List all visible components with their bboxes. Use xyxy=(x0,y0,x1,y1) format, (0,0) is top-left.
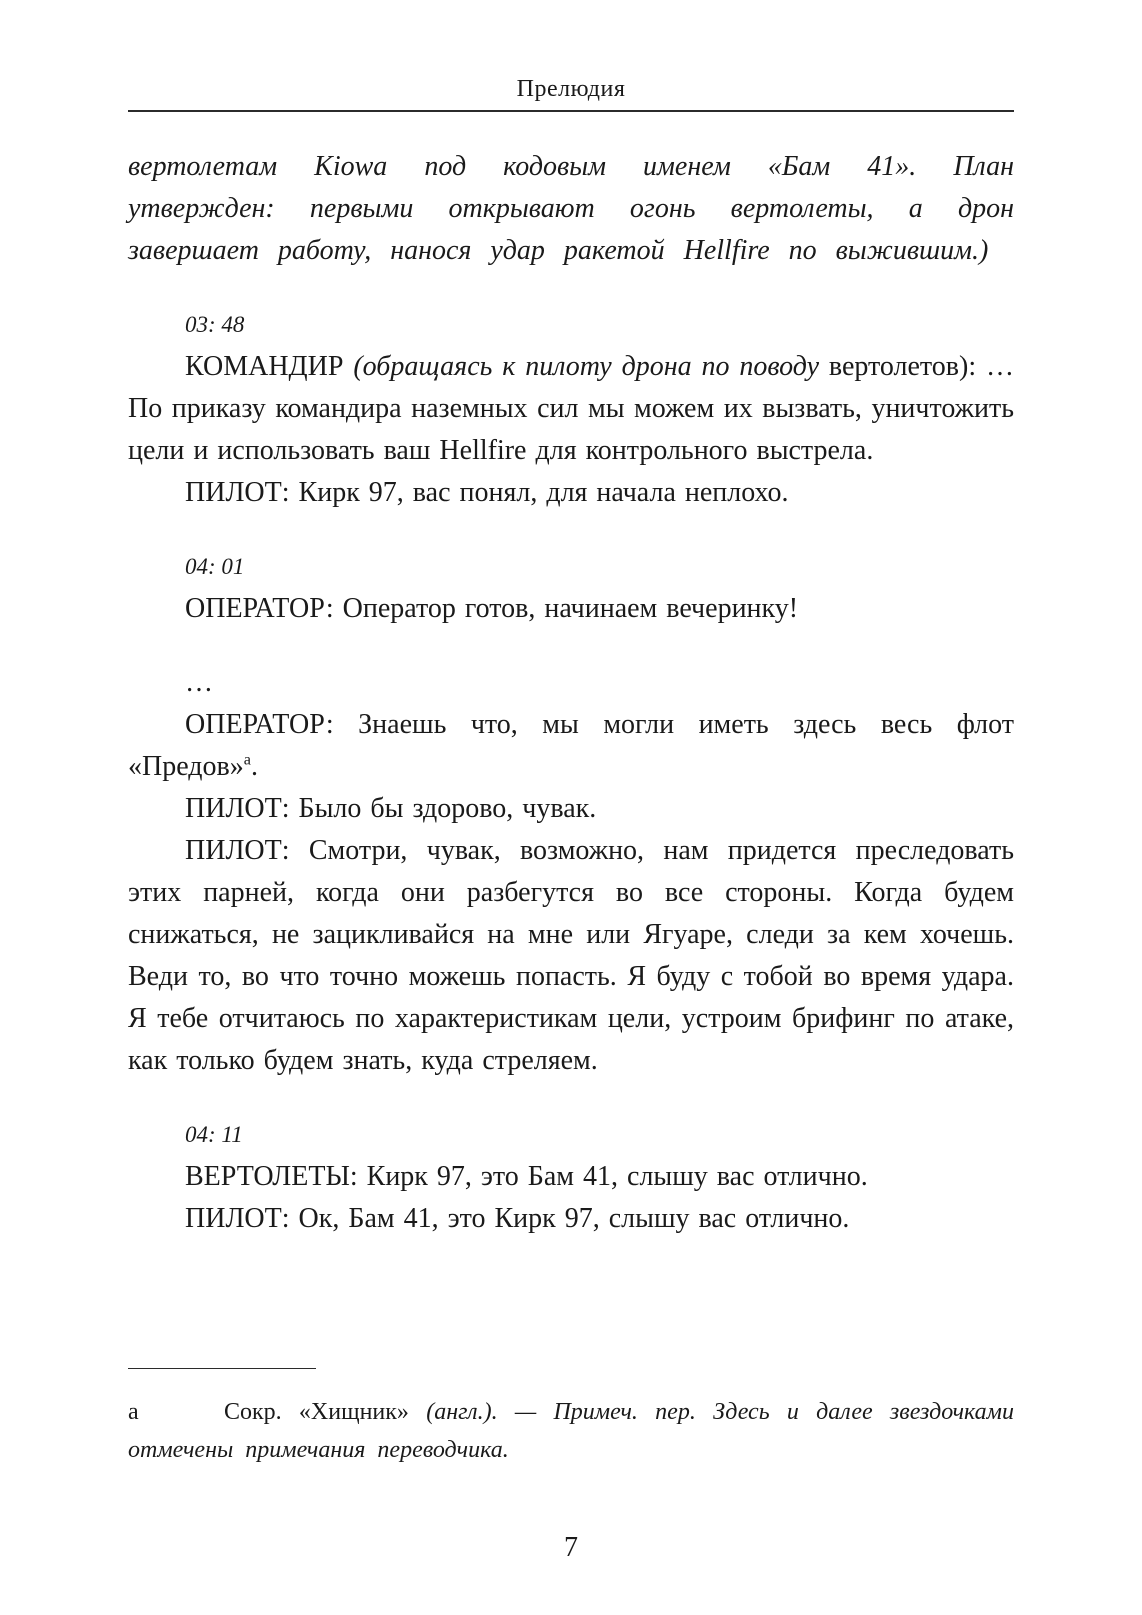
text-run: КОМАНДИР xyxy=(185,351,354,382)
footnote-rule xyxy=(128,1368,316,1369)
dialog-paragraph xyxy=(128,1198,1014,1240)
dialog-paragraph xyxy=(128,472,1014,514)
footnote-block xyxy=(128,1368,1014,1493)
body-text xyxy=(128,146,1014,1240)
text-run: ПИЛОТ: Ок, Бам 41, это Кирк 97, слышу вас отлично. xyxy=(185,1203,850,1234)
text-run: (англ.). — Примеч. пер. Здесь и далее звездочками отмечены примечания переводчика. xyxy=(128,1399,1014,1463)
text-run: 03: 48 xyxy=(185,312,245,337)
text-run: ОПЕРАТОР: Оператор готов, начинаем вечеринку! xyxy=(185,593,799,624)
timestamp xyxy=(128,546,1014,588)
dialog-paragraph xyxy=(128,788,1014,830)
footnote-marker: а xyxy=(128,1399,139,1425)
text-run: вертолетам Kiowa под кодовым именем «Бам 41». План утвержден: первыми открывают огонь вертолеты, а дрон завершает работу, нанося удар ракетой Hellfire по выжившим.) xyxy=(128,151,1014,266)
text-run: ПИЛОТ: Было бы здорово, чувак. xyxy=(185,793,597,824)
text-run: вертолетов): …По приказу командира наземных сил мы можем их вызвать, уничтожить цели и использовать ваш Hellfire для контрольного выстрела. xyxy=(128,351,1014,466)
timestamp xyxy=(128,1114,1014,1156)
text-run: ПИЛОТ: Кирк 97, вас понял, для начала неплохо. xyxy=(185,477,789,508)
dialog-paragraph xyxy=(128,346,1014,472)
dialog-paragraph xyxy=(128,588,1014,630)
text-run: (обращаясь к пилоту дрона по поводу xyxy=(353,351,829,382)
dialog-paragraph xyxy=(128,1156,1014,1198)
timestamp xyxy=(128,304,1014,346)
text-run: ОПЕРАТОР: Знаешь что, мы могли иметь здесь весь флот «Предов» xyxy=(128,709,1014,782)
dialog-paragraph xyxy=(128,704,1014,788)
text-run: ВЕРТОЛЕТЫ: Кирк 97, это Бам 41, слышу вас отлично. xyxy=(185,1161,868,1192)
text-run: ПИЛОТ: Смотри, чувак, возможно, нам придется преследовать этих парней, когда они разбегутся во все стороны. Когда будем снижаться, не зацикливайся на мне или Ягуаре, следи за кем хочешь. Веди то, во что точно можешь попасть. Я буду с тобой во время удара. Я тебе отчитаюсь по характеристикам цели, устроим брифинг по атаке, как только будем знать, куда стреляем. xyxy=(128,835,1014,1076)
text-run: . xyxy=(250,751,258,782)
ellipsis-paragraph xyxy=(128,662,1014,704)
text-run: 04: 01 xyxy=(185,554,245,579)
page-number: 7 xyxy=(564,1532,578,1563)
dialog-paragraph xyxy=(128,830,1014,1082)
header-rule xyxy=(128,110,1014,112)
text-run: 04: 11 xyxy=(185,1122,243,1147)
lead-paragraph xyxy=(128,146,1014,272)
footnote-ref-marker: а xyxy=(243,750,251,769)
running-header: Прелюдия xyxy=(516,76,626,102)
text-run: Сокр. «Хищник» xyxy=(224,1399,427,1425)
footnote xyxy=(128,1393,1014,1469)
text-run: … xyxy=(185,667,213,698)
